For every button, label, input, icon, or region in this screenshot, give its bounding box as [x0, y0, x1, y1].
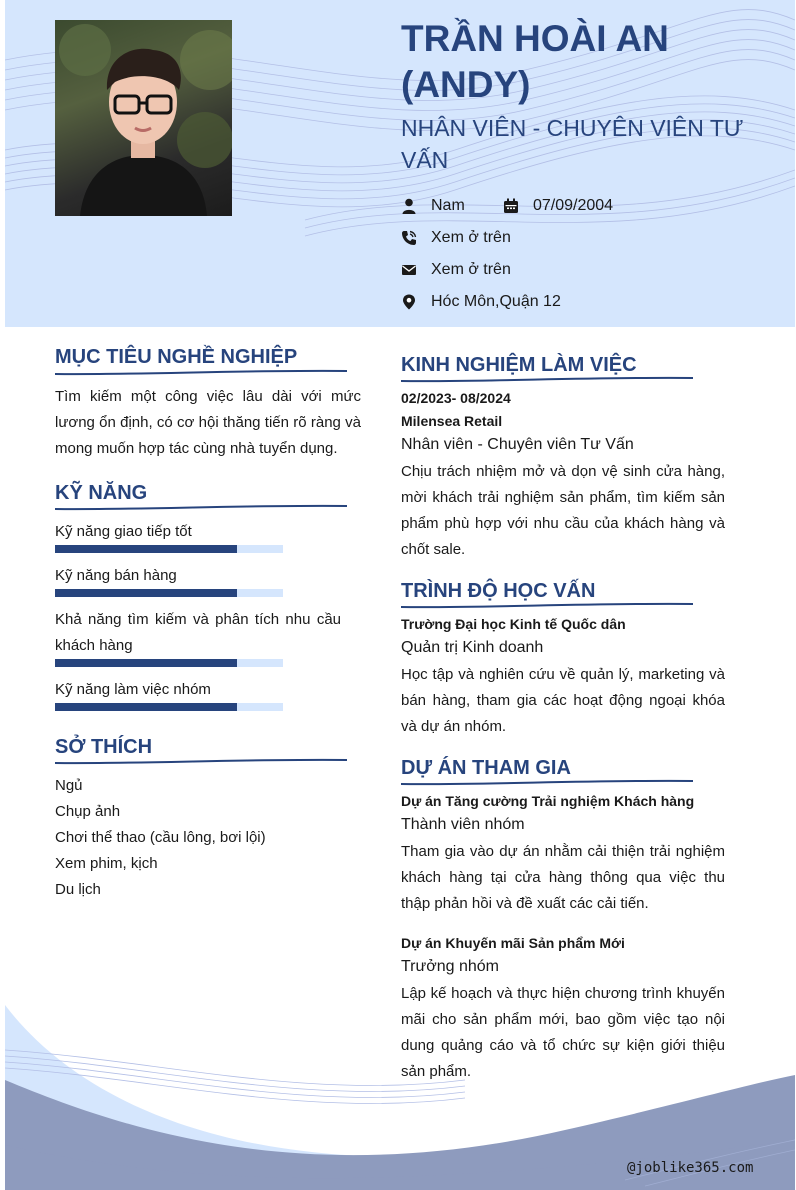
skill-bar-fill: [55, 545, 237, 553]
education-underline: [401, 602, 693, 610]
project-role: Thành viên nhóm: [401, 816, 525, 833]
education-title: TRÌNH ĐỘ HỌC VẤN: [401, 580, 596, 602]
skill-label: Kỹ năng làm việc nhóm: [55, 681, 211, 698]
project-description: Tham gia vào dự án nhằm cải thiện trải nghiệm khách hàng tại cửa hàng thông qua việc thu thập phản hồi và đề xuất các cải tiến.: [401, 843, 725, 912]
projects-title: DỰ ÁN THAM GIA: [401, 757, 571, 779]
hobby-item: Chơi thể thao (cầu lông, bơi lội): [55, 829, 266, 846]
map-pin-icon: [401, 294, 417, 310]
objective-title: MỤC TIÊU NGHỀ NGHIỆP: [55, 346, 298, 368]
person-avatar-icon: [55, 20, 232, 216]
candidate-name: TRẦN HOÀI AN (ANDY): [401, 18, 669, 105]
education-school: Trường Đại học Kinh tế Quốc dân: [401, 616, 626, 632]
project-name: Dự án Tăng cường Trải nghiệm Khách hàng: [401, 793, 695, 809]
experience-description: Chịu trách nhiệm mở và dọn vệ sinh cửa hàng, mời khách trải nghiệm sản phẩm, tìm kiếm sản phẩm phù hợp với nhu cầu của khách hàng và chốt sale.: [401, 463, 725, 558]
email-text: Xem ở trên: [431, 261, 511, 278]
skill-bar: [55, 703, 283, 711]
hobby-item: Du lịch: [55, 881, 101, 898]
project-role: Trưởng nhóm: [401, 958, 499, 975]
experience-role: Nhân viên - Chuyên viên Tư Vấn: [401, 436, 634, 453]
person-icon: [401, 198, 417, 214]
experience-period: 02/2023- 08/2024: [401, 390, 511, 406]
gender-text: Nam: [431, 197, 465, 214]
experience-company: Milensea Retail: [401, 413, 503, 429]
hobby-item: Ngủ: [55, 777, 83, 794]
phone-text: Xem ở trên: [431, 229, 511, 246]
skill-bar-fill: [55, 589, 237, 597]
phone-icon: [401, 230, 417, 246]
skill-bar-fill: [55, 703, 237, 711]
skills-underline: [55, 504, 347, 512]
skill-bar: [55, 659, 283, 667]
hobby-item: Chụp ảnh: [55, 803, 121, 820]
calendar-icon: [503, 198, 519, 214]
candidate-job-title: NHÂN VIÊN - CHUYÊN VIÊN TƯ VẤN: [401, 115, 744, 173]
profile-photo: [55, 20, 232, 216]
skill-label: Kỹ năng giao tiếp tốt: [55, 523, 192, 540]
cv-page: [5, 0, 795, 1190]
experience-title: KINH NGHIỆM LÀM VIỆC: [401, 354, 637, 376]
footer-watermark: @joblike365.com: [627, 1160, 754, 1176]
header-banner: [5, 0, 795, 327]
hobbies-title: SỞ THÍCH: [55, 736, 153, 758]
skill-label: Khả năng tìm kiếm và phân tích nhu cầu khách hàng: [55, 611, 341, 654]
envelope-icon: [401, 262, 417, 278]
projects-underline: [401, 779, 693, 787]
skill-bar: [55, 545, 283, 553]
address-text: Hóc Môn,Quận 12: [431, 293, 561, 310]
skill-label: Kỹ năng bán hàng: [55, 567, 177, 584]
hobbies-underline: [55, 758, 347, 766]
project-description: Lập kế hoạch và thực hiện chương trình khuyến mãi cho sản phẩm mới, bao gồm việc tạo nội dung quảng cáo và tổ chức sự kiện giới thiệu sản phẩm.: [401, 985, 725, 1080]
project-name: Dự án Khuyến mãi Sản phẩm Mới: [401, 935, 625, 951]
hobby-item: Xem phim, kịch: [55, 855, 158, 872]
education-description: Học tập và nghiên cứu về quản lý, marketing và bán hàng, tham gia các hoạt động ngoại khóa và dự án nhóm.: [401, 666, 725, 735]
birthdate-text: 07/09/2004: [533, 197, 614, 214]
skill-bar-fill: [55, 659, 237, 667]
experience-underline: [401, 376, 693, 384]
skills-title: KỸ NĂNG: [55, 482, 148, 504]
skill-bar: [55, 589, 283, 597]
education-major: Quản trị Kinh doanh: [401, 639, 544, 656]
objective-text: Tìm kiếm một công việc lâu dài với mức lương ổn định, có cơ hội thăng tiến rõ ràng và mong muốn hợp tác cùng nhà tuyển dụng.: [55, 388, 361, 457]
objective-underline: [55, 369, 347, 377]
